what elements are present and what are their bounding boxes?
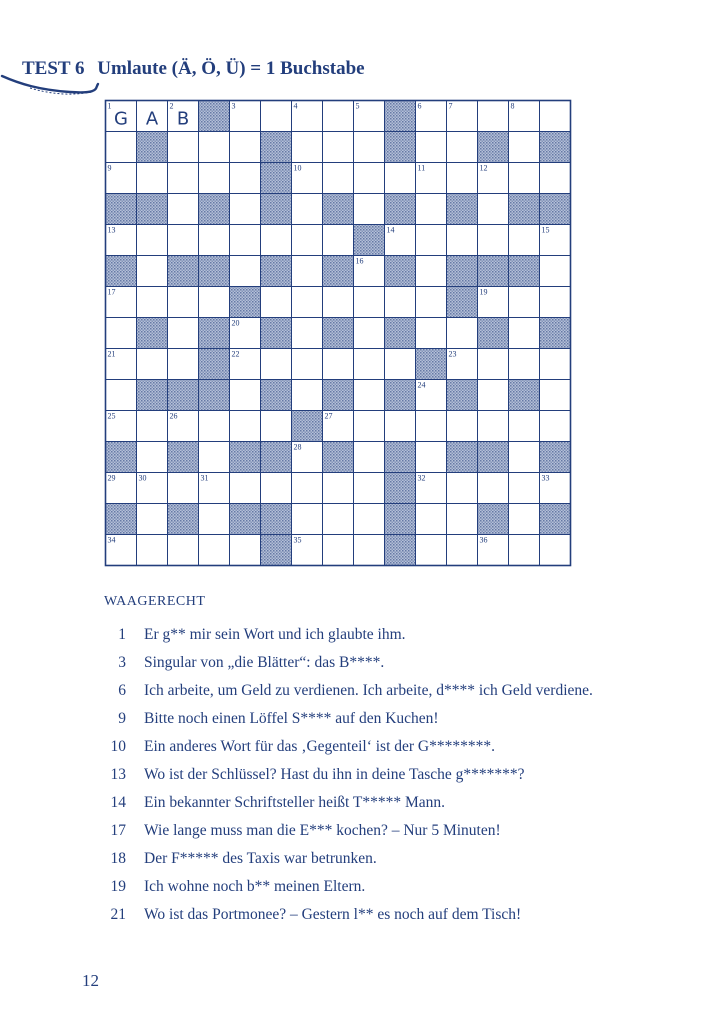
shaded-cell bbox=[106, 442, 137, 473]
grid-cell[interactable] bbox=[230, 535, 261, 566]
cell-number: 1 bbox=[107, 101, 112, 111]
grid-cell[interactable] bbox=[168, 287, 199, 318]
grid-cell[interactable] bbox=[230, 411, 261, 442]
clue-number: 9 bbox=[118, 710, 126, 727]
clue-item bbox=[104, 789, 624, 817]
cell-number: 11 bbox=[417, 163, 426, 173]
grid-cell[interactable] bbox=[323, 349, 354, 380]
grid-cell[interactable] bbox=[354, 442, 385, 473]
shaded-cell bbox=[509, 194, 540, 225]
shaded-cell bbox=[106, 194, 137, 225]
grid-cell[interactable] bbox=[385, 349, 416, 380]
shaded-cell bbox=[137, 194, 168, 225]
shaded-cell bbox=[478, 132, 509, 163]
grid-cell[interactable] bbox=[261, 101, 292, 132]
grid-cell[interactable] bbox=[385, 163, 416, 194]
clue-number: 17 bbox=[110, 822, 126, 839]
clues-heading: WAAGERECHT bbox=[104, 594, 206, 609]
shaded-cell bbox=[540, 504, 571, 535]
shaded-cell bbox=[540, 194, 571, 225]
shaded-cell bbox=[168, 504, 199, 535]
grid-cell[interactable] bbox=[261, 473, 292, 504]
grid-cell[interactable] bbox=[416, 287, 447, 318]
grid-cell[interactable] bbox=[230, 163, 261, 194]
shaded-cell bbox=[447, 442, 478, 473]
shaded-cell bbox=[509, 380, 540, 411]
grid-cell[interactable] bbox=[354, 411, 385, 442]
grid-cell[interactable] bbox=[540, 101, 571, 132]
clue-item bbox=[104, 621, 624, 649]
cell-number: 15 bbox=[541, 225, 550, 235]
grid-cell[interactable] bbox=[478, 225, 509, 256]
grid-cell[interactable] bbox=[261, 225, 292, 256]
grid-cell[interactable] bbox=[540, 163, 571, 194]
shaded-cell bbox=[261, 535, 292, 566]
grid-cell[interactable] bbox=[385, 287, 416, 318]
clue-items bbox=[104, 621, 624, 929]
grid-cell[interactable] bbox=[478, 411, 509, 442]
clue-number: 14 bbox=[110, 794, 126, 811]
cell-number: 36 bbox=[479, 535, 488, 545]
grid-cell[interactable] bbox=[478, 349, 509, 380]
cell-number: 24 bbox=[417, 380, 426, 390]
cell-number: 17 bbox=[107, 287, 116, 297]
shaded-cell bbox=[385, 101, 416, 132]
shaded-cell bbox=[385, 256, 416, 287]
shaded-cell bbox=[261, 380, 292, 411]
clue-text: Der F***** des Taxis war betrunken. bbox=[144, 850, 377, 867]
shaded-cell bbox=[106, 504, 137, 535]
clue-text: Er g** mir sein Wort und ich glaubte ihm. bbox=[144, 626, 406, 643]
grid-cell[interactable] bbox=[137, 256, 168, 287]
grid-cell[interactable] bbox=[199, 504, 230, 535]
shaded-cell bbox=[137, 380, 168, 411]
cell-number: 27 bbox=[324, 411, 333, 421]
grid-cell[interactable] bbox=[106, 380, 137, 411]
grid-cell[interactable] bbox=[416, 318, 447, 349]
cell-number: 4 bbox=[293, 101, 298, 111]
grid-cell[interactable] bbox=[230, 256, 261, 287]
cell-number: 2 bbox=[169, 101, 174, 111]
shaded-cell bbox=[261, 163, 292, 194]
grid-cell[interactable] bbox=[447, 411, 478, 442]
shaded-cell bbox=[385, 132, 416, 163]
cell-number: 10 bbox=[293, 163, 302, 173]
shaded-cell bbox=[261, 194, 292, 225]
grid-cell[interactable] bbox=[137, 442, 168, 473]
clue-item bbox=[104, 649, 624, 677]
clue-text: Ich arbeite, um Geld zu verdienen. Ich arbeite, d**** ich Geld verdiene. bbox=[144, 682, 593, 699]
clue-text: Ein bekannter Schriftsteller heißt T***** Mann. bbox=[144, 794, 446, 811]
shaded-cell bbox=[478, 256, 509, 287]
clue-text: Bitte noch einen Löffel S**** auf den Kuchen! bbox=[144, 710, 439, 727]
grid-cell[interactable] bbox=[354, 349, 385, 380]
shaded-cell bbox=[385, 504, 416, 535]
grid-cell[interactable] bbox=[416, 256, 447, 287]
grid-cell[interactable] bbox=[509, 287, 540, 318]
grid-cell[interactable] bbox=[416, 194, 447, 225]
shaded-cell bbox=[385, 442, 416, 473]
cell-number: 7 bbox=[448, 101, 453, 111]
cell-number: 22 bbox=[231, 349, 240, 359]
shaded-cell bbox=[509, 256, 540, 287]
shaded-cell bbox=[354, 225, 385, 256]
grid-cell[interactable] bbox=[137, 504, 168, 535]
shaded-cell bbox=[199, 380, 230, 411]
cell-number: 3 bbox=[231, 101, 236, 111]
shaded-cell bbox=[168, 380, 199, 411]
clue-number: 13 bbox=[110, 766, 126, 783]
grid-cell[interactable] bbox=[323, 287, 354, 318]
clue-number: 19 bbox=[110, 878, 126, 895]
clue-text: Ich wohne noch b** meinen Eltern. bbox=[144, 878, 366, 895]
grid-cell[interactable] bbox=[137, 411, 168, 442]
cell-number: 26 bbox=[169, 411, 178, 421]
grid-cell[interactable] bbox=[323, 225, 354, 256]
swoosh-decoration bbox=[0, 70, 100, 100]
grid-cell[interactable] bbox=[540, 535, 571, 566]
shaded-cell bbox=[199, 256, 230, 287]
grid-cell[interactable] bbox=[168, 318, 199, 349]
grid-cell[interactable] bbox=[137, 349, 168, 380]
grid-cell[interactable] bbox=[168, 194, 199, 225]
grid-cell[interactable] bbox=[509, 318, 540, 349]
clue-item bbox=[104, 817, 624, 845]
grid-cell[interactable] bbox=[137, 225, 168, 256]
grid-cell[interactable] bbox=[137, 535, 168, 566]
cell-number: 20 bbox=[231, 318, 240, 328]
grid-cell[interactable] bbox=[509, 132, 540, 163]
cell-number: 14 bbox=[386, 225, 395, 235]
grid-cell[interactable] bbox=[323, 163, 354, 194]
grid-cell[interactable] bbox=[354, 132, 385, 163]
shaded-cell bbox=[261, 442, 292, 473]
grid-cell[interactable] bbox=[137, 287, 168, 318]
shaded-cell bbox=[385, 473, 416, 504]
grid-cell[interactable] bbox=[447, 132, 478, 163]
shaded-cell bbox=[168, 256, 199, 287]
shaded-cell bbox=[199, 101, 230, 132]
grid-cell[interactable] bbox=[509, 349, 540, 380]
grid-cell[interactable] bbox=[509, 411, 540, 442]
shaded-cell bbox=[323, 256, 354, 287]
grid-cell[interactable] bbox=[354, 380, 385, 411]
grid-cell[interactable] bbox=[478, 380, 509, 411]
cell-number: 23 bbox=[448, 349, 457, 359]
shaded-cell bbox=[323, 442, 354, 473]
grid-cell[interactable] bbox=[509, 225, 540, 256]
grid-cell[interactable] bbox=[199, 225, 230, 256]
shaded-cell bbox=[137, 318, 168, 349]
page-number: 12 bbox=[82, 971, 99, 990]
clue-text: Singular von „die Blätter“: das B****. bbox=[144, 654, 385, 671]
clue-item bbox=[104, 677, 624, 705]
cell-number: 33 bbox=[541, 473, 550, 483]
clue-text: Wo ist der Schlüssel? Hast du ihn in deine Tasche g*******? bbox=[144, 766, 525, 783]
grid-cell[interactable] bbox=[478, 101, 509, 132]
grid-cell[interactable] bbox=[199, 535, 230, 566]
grid-cell[interactable] bbox=[292, 132, 323, 163]
shaded-cell bbox=[230, 287, 261, 318]
grid-cell[interactable] bbox=[168, 132, 199, 163]
cell-number: 21 bbox=[107, 349, 116, 359]
grid-cell[interactable] bbox=[168, 225, 199, 256]
clue-number: 10 bbox=[110, 738, 126, 755]
grid-cell[interactable] bbox=[292, 504, 323, 535]
shaded-cell bbox=[447, 256, 478, 287]
shaded-cell bbox=[106, 256, 137, 287]
grid-cell[interactable] bbox=[509, 504, 540, 535]
filled-letter: B bbox=[176, 108, 190, 130]
cell-number: 31 bbox=[200, 473, 209, 483]
grid-cell[interactable] bbox=[323, 535, 354, 566]
grid-cell[interactable] bbox=[540, 411, 571, 442]
grid-cell[interactable] bbox=[230, 380, 261, 411]
clue-list bbox=[104, 594, 624, 929]
grid-cell[interactable] bbox=[354, 194, 385, 225]
filled-letter: G bbox=[114, 108, 128, 130]
grid-cell[interactable] bbox=[540, 256, 571, 287]
shaded-cell bbox=[385, 194, 416, 225]
grid-cell[interactable] bbox=[416, 504, 447, 535]
grid-cell[interactable] bbox=[137, 163, 168, 194]
grid-cell[interactable] bbox=[354, 473, 385, 504]
grid-cell[interactable] bbox=[447, 225, 478, 256]
clue-item bbox=[104, 845, 624, 873]
grid-cell[interactable] bbox=[416, 132, 447, 163]
clue-number: 18 bbox=[110, 850, 126, 867]
grid-cell[interactable] bbox=[509, 442, 540, 473]
clue-number: 3 bbox=[118, 654, 126, 671]
grid-cell[interactable] bbox=[478, 473, 509, 504]
grid-cell[interactable] bbox=[509, 535, 540, 566]
cell-number: 34 bbox=[107, 535, 116, 545]
grid-cell[interactable] bbox=[354, 318, 385, 349]
grid-cell[interactable] bbox=[199, 411, 230, 442]
shaded-cell bbox=[385, 318, 416, 349]
shaded-cell bbox=[230, 442, 261, 473]
grid-cell[interactable] bbox=[292, 318, 323, 349]
cell-number: 32 bbox=[417, 473, 426, 483]
clue-item bbox=[104, 705, 624, 733]
grid-cell[interactable] bbox=[199, 132, 230, 163]
shaded-cell bbox=[137, 132, 168, 163]
grid-cell[interactable] bbox=[292, 225, 323, 256]
cell-number: 28 bbox=[293, 442, 302, 452]
grid-cell[interactable] bbox=[540, 287, 571, 318]
grid-cell[interactable] bbox=[292, 473, 323, 504]
grid-cell[interactable] bbox=[261, 411, 292, 442]
grid-cell[interactable] bbox=[292, 194, 323, 225]
grid-cell[interactable] bbox=[199, 442, 230, 473]
shaded-cell bbox=[323, 194, 354, 225]
grid-cell[interactable] bbox=[447, 504, 478, 535]
grid-cell[interactable] bbox=[478, 194, 509, 225]
grid-cell[interactable] bbox=[354, 163, 385, 194]
grid-cell[interactable] bbox=[261, 287, 292, 318]
grid-cell[interactable] bbox=[447, 473, 478, 504]
shaded-cell bbox=[323, 380, 354, 411]
cell-number: 30 bbox=[138, 473, 147, 483]
grid-cell[interactable] bbox=[168, 535, 199, 566]
cell-number: 29 bbox=[107, 473, 116, 483]
shaded-cell bbox=[447, 380, 478, 411]
grid-cell[interactable] bbox=[323, 504, 354, 535]
clue-item bbox=[104, 761, 624, 789]
filled-letter: A bbox=[145, 108, 159, 130]
grid-cell[interactable] bbox=[447, 163, 478, 194]
cell-number: 25 bbox=[107, 411, 116, 421]
grid-cell[interactable] bbox=[416, 225, 447, 256]
grid-cell[interactable] bbox=[447, 318, 478, 349]
grid-cell[interactable] bbox=[509, 163, 540, 194]
shaded-cell bbox=[230, 504, 261, 535]
grid-cell[interactable] bbox=[323, 132, 354, 163]
shaded-cell bbox=[292, 411, 323, 442]
grid-cell[interactable] bbox=[385, 411, 416, 442]
grid-cell[interactable] bbox=[323, 101, 354, 132]
grid-cell[interactable] bbox=[106, 132, 137, 163]
grid-cell[interactable] bbox=[168, 163, 199, 194]
grid-cell[interactable] bbox=[354, 287, 385, 318]
grid-cell[interactable] bbox=[509, 473, 540, 504]
shaded-cell bbox=[168, 442, 199, 473]
grid-cell[interactable] bbox=[292, 287, 323, 318]
grid-cell[interactable] bbox=[540, 380, 571, 411]
cell-number: 8 bbox=[510, 101, 515, 111]
clue-item bbox=[104, 733, 624, 761]
cell-number: 6 bbox=[417, 101, 422, 111]
crossword-grid bbox=[105, 100, 570, 566]
grid-cell[interactable] bbox=[292, 256, 323, 287]
grid-cell[interactable] bbox=[199, 163, 230, 194]
shaded-cell bbox=[416, 349, 447, 380]
shaded-cell bbox=[385, 535, 416, 566]
clue-number: 1 bbox=[118, 626, 126, 643]
test-label: TEST 6 bbox=[22, 58, 85, 79]
crossword-svg bbox=[105, 100, 570, 566]
shaded-cell bbox=[478, 504, 509, 535]
grid-cell[interactable] bbox=[354, 504, 385, 535]
clue-text: Wie lange muss man die E*** kochen? – Nur 5 Minuten! bbox=[144, 822, 501, 839]
shaded-cell bbox=[199, 318, 230, 349]
shaded-cell bbox=[261, 318, 292, 349]
grid-cell[interactable] bbox=[540, 349, 571, 380]
shaded-cell bbox=[540, 442, 571, 473]
shaded-cell bbox=[385, 380, 416, 411]
cell-number: 12 bbox=[479, 163, 488, 173]
clue-text: Ein anderes Wort für das ‚Gegenteil‘ ist der G********. bbox=[144, 738, 495, 755]
shaded-cell bbox=[478, 442, 509, 473]
shaded-cell bbox=[261, 132, 292, 163]
cell-number: 16 bbox=[355, 256, 364, 266]
clue-item bbox=[104, 873, 624, 901]
clue-number: 21 bbox=[110, 906, 126, 923]
grid-cell[interactable] bbox=[230, 194, 261, 225]
shaded-cell bbox=[199, 194, 230, 225]
shaded-cell bbox=[199, 349, 230, 380]
grid-cell[interactable] bbox=[230, 473, 261, 504]
cell-number: 19 bbox=[479, 287, 488, 297]
grid-cell[interactable] bbox=[416, 411, 447, 442]
shaded-cell bbox=[478, 318, 509, 349]
grid-cell[interactable] bbox=[199, 287, 230, 318]
grid-cell[interactable] bbox=[292, 349, 323, 380]
grid-cell[interactable] bbox=[106, 318, 137, 349]
grid-cell[interactable] bbox=[416, 442, 447, 473]
cell-number: 35 bbox=[293, 535, 302, 545]
grid-cell[interactable] bbox=[354, 535, 385, 566]
grid-cell[interactable] bbox=[261, 349, 292, 380]
grid-cell[interactable] bbox=[168, 349, 199, 380]
grid-cell[interactable] bbox=[416, 535, 447, 566]
shaded-cell bbox=[261, 256, 292, 287]
clue-text: Wo ist das Portmonee? – Gestern l** es noch auf dem Tisch! bbox=[144, 906, 522, 923]
grid-cell[interactable] bbox=[230, 132, 261, 163]
grid-cell[interactable] bbox=[292, 380, 323, 411]
grid-cell[interactable] bbox=[168, 473, 199, 504]
grid-cell[interactable] bbox=[447, 535, 478, 566]
grid-cell[interactable] bbox=[230, 225, 261, 256]
shaded-cell bbox=[540, 132, 571, 163]
clue-item bbox=[104, 901, 624, 929]
shaded-cell bbox=[323, 318, 354, 349]
clue-number: 6 bbox=[118, 682, 126, 699]
shaded-cell bbox=[447, 194, 478, 225]
shaded-cell bbox=[261, 504, 292, 535]
cell-number: 5 bbox=[355, 101, 360, 111]
shaded-cell bbox=[540, 318, 571, 349]
cell-number: 9 bbox=[107, 163, 112, 173]
grid-cell[interactable] bbox=[323, 473, 354, 504]
cell-number: 13 bbox=[107, 225, 116, 235]
shaded-cell bbox=[447, 287, 478, 318]
test-subtitle: Umlaute (Ä, Ö, Ü) = 1 Buchstabe bbox=[97, 58, 365, 79]
